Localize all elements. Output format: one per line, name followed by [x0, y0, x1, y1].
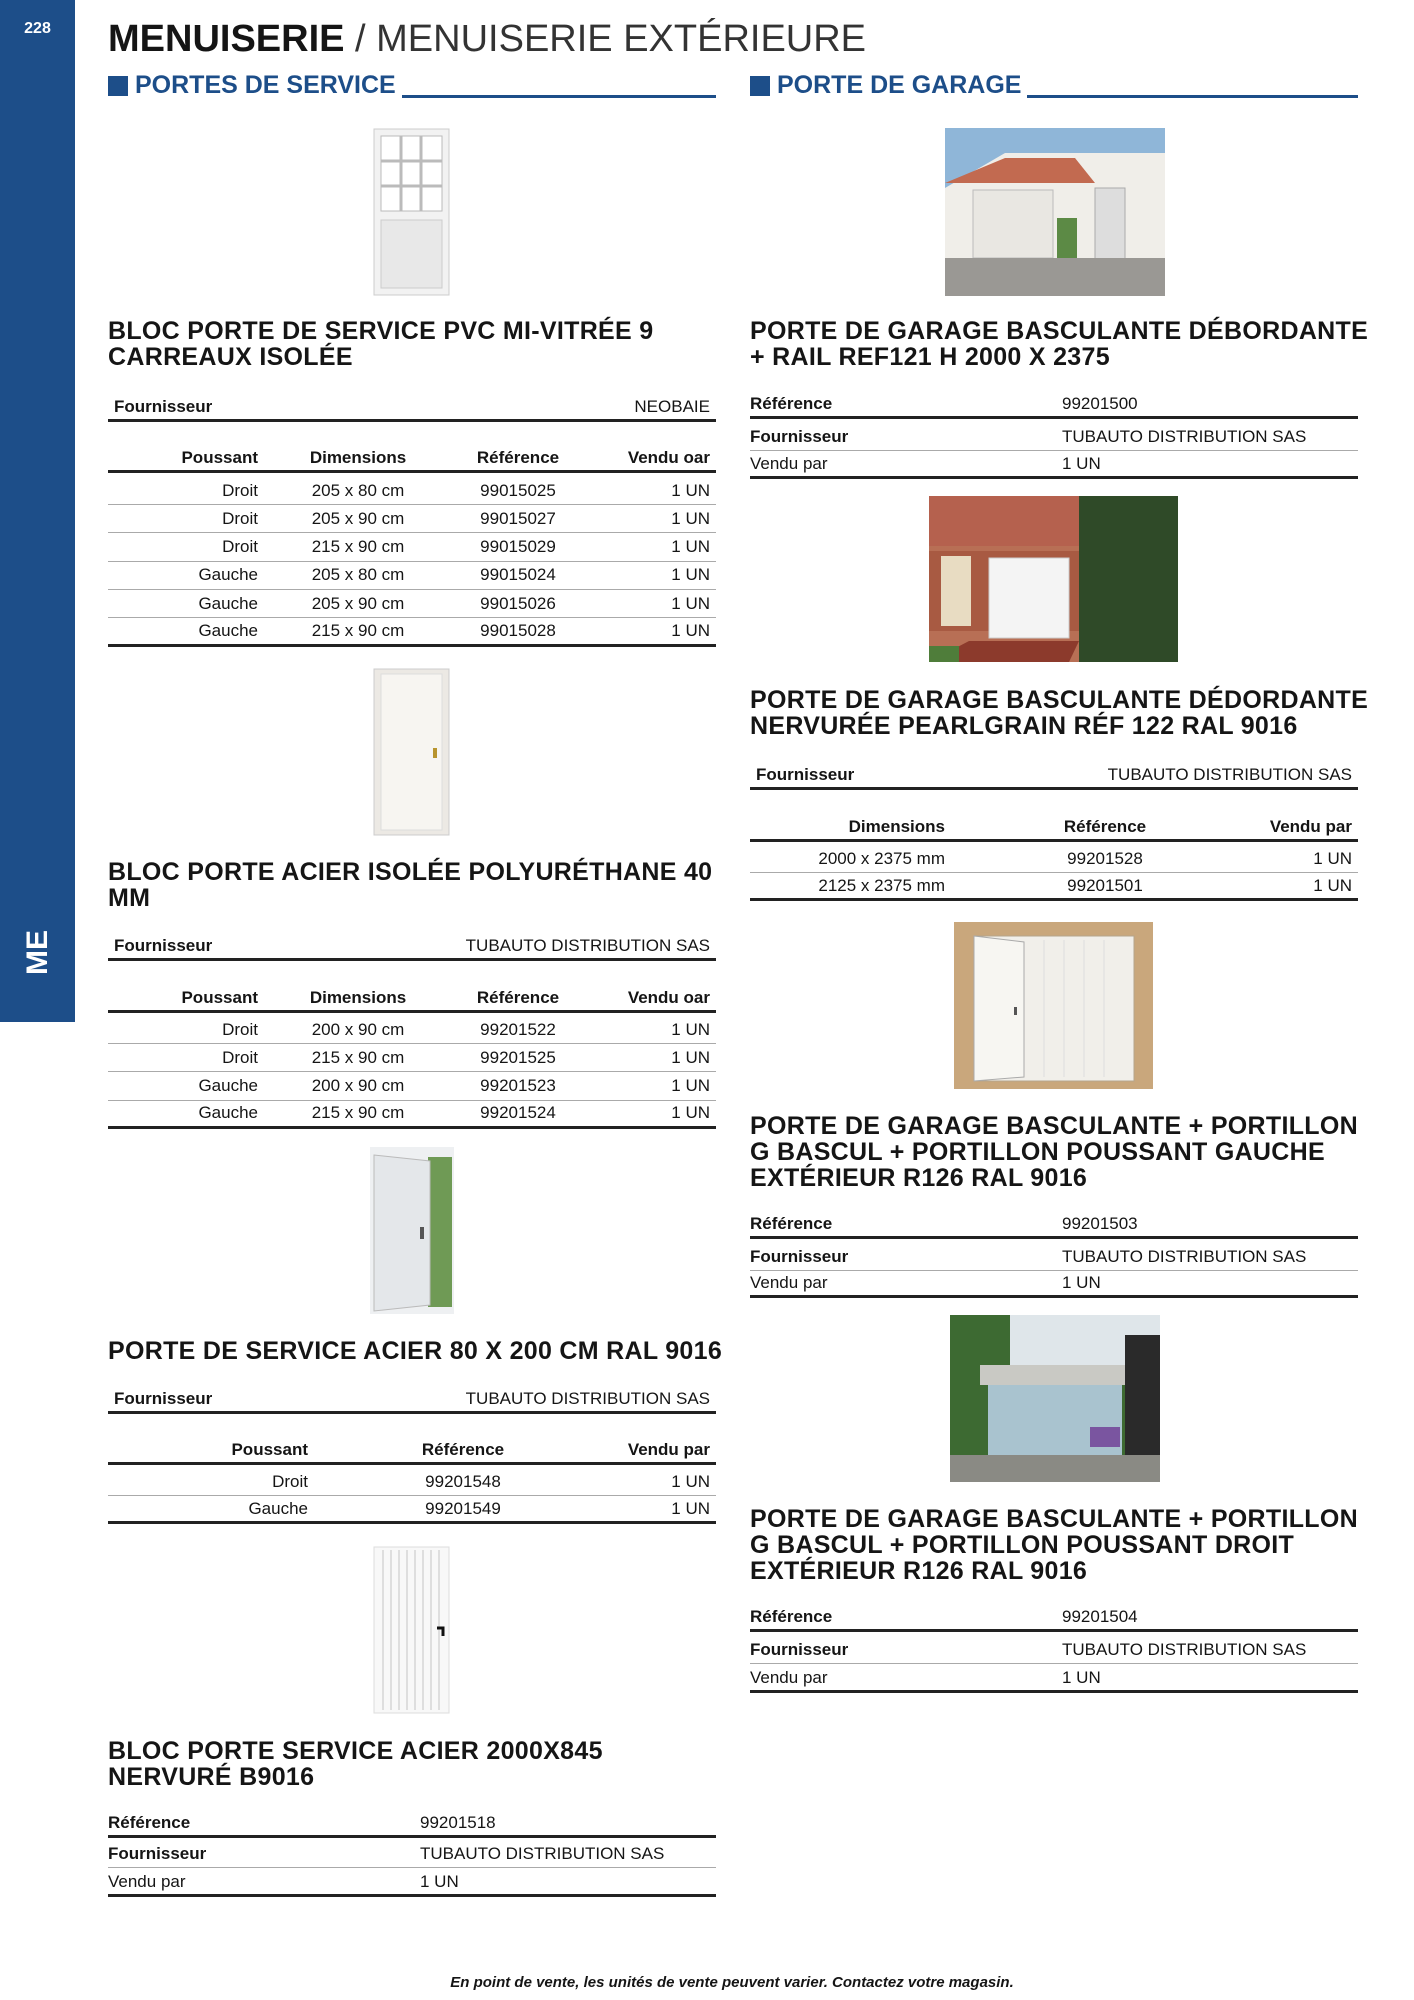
product-title: PORTE DE GARAGE BASCULANTE DÉDORDANTE NERVURÉE PEARLGRAIN RÉF 122 RAL 9016 — [750, 686, 1369, 740]
value: 1 UN — [1062, 453, 1101, 473]
table-cell: 215 x 90 cm — [311, 621, 405, 640]
sold-by-row — [750, 451, 1358, 479]
label: Vendu par — [750, 453, 828, 473]
chapter-tab: ME — [21, 930, 54, 975]
table-row — [108, 1468, 716, 1496]
table-row — [108, 505, 716, 533]
product-title: PORTE DE GARAGE BASCULANTE DÉBORDANTE + RAIL REF121 H 2000 X 2375 — [750, 317, 1369, 371]
value: 1 UN — [1062, 1667, 1101, 1687]
table-cell: Droit — [222, 537, 258, 557]
label: Référence — [750, 1606, 833, 1626]
col-vendu: Vendu oar — [627, 987, 710, 1007]
value: TUBAUTO DISTRIBUTION SAS — [1107, 764, 1352, 784]
table-cell: 99201523 — [480, 1076, 556, 1096]
value: TUBAUTO DISTRIBUTION SAS — [465, 1388, 710, 1408]
table-cell: 1 UN — [671, 565, 710, 585]
table-row — [108, 590, 716, 618]
table-cell: Droit — [222, 1047, 258, 1067]
table-cell: 99201524 — [480, 1103, 556, 1123]
table-row — [108, 1016, 716, 1044]
table-row — [108, 1044, 716, 1072]
label: Référence — [108, 1812, 191, 1832]
table-header — [750, 814, 1358, 842]
section-label: PORTE DE GARAGE — [777, 71, 1022, 99]
table-cell: Droit — [222, 1019, 258, 1039]
product-title: BLOC PORTE SERVICE ACIER 2000X845 NERVURÉ B9016 — [108, 1737, 603, 1791]
table-cell: 1 UN — [671, 1047, 710, 1067]
value: 99201504 — [1062, 1606, 1138, 1626]
col-poussant: Poussant — [181, 987, 258, 1007]
table-cell: Droit — [222, 480, 258, 500]
supplier-row — [750, 1243, 1358, 1271]
supplier-row — [108, 1840, 716, 1868]
supplier-row — [750, 762, 1358, 790]
page-number: 228 — [24, 20, 51, 37]
table-cell: Gauche — [198, 1076, 258, 1096]
table-row — [108, 1101, 716, 1129]
table-cell: 1 UN — [671, 621, 710, 640]
table-cell: 215 x 90 cm — [311, 537, 405, 557]
table-cell: 1 UN — [1313, 875, 1352, 895]
supplier-row — [750, 423, 1358, 451]
supplier-row — [750, 1636, 1358, 1664]
label: Référence — [750, 393, 833, 413]
table-cell: 1 UN — [671, 1471, 710, 1491]
col-vendu: Vendu par — [1269, 816, 1352, 836]
col-reference: Référence — [476, 447, 560, 467]
product-title: PORTE DE SERVICE ACIER 80 X 200 CM RAL 9016 — [108, 1337, 723, 1365]
col-poussant: Poussant — [181, 447, 258, 467]
table-cell: 99015028 — [480, 621, 556, 640]
chapter-sidebar — [0, 0, 75, 1022]
col-vendu: Vendu oar — [627, 447, 710, 467]
table-row — [108, 534, 716, 562]
product-title: BLOC PORTE ACIER ISOLÉE POLYURÉTHANE 40 MM — [108, 858, 713, 912]
table-cell: 200 x 90 cm — [311, 1019, 405, 1039]
product-image-garage-portillon-droit — [950, 1315, 1160, 1482]
label: Fournisseur — [114, 396, 213, 416]
table-cell: Gauche — [198, 565, 258, 585]
table-cell: 99015026 — [480, 593, 556, 613]
label: Vendu par — [750, 1272, 828, 1292]
table-cell: Droit — [222, 508, 258, 528]
product-image-steel-door — [373, 668, 450, 836]
table-cell: 200 x 90 cm — [311, 1076, 405, 1096]
col-reference: Référence — [421, 1439, 505, 1459]
table-cell: 1 UN — [671, 1103, 710, 1123]
table-cell: 99015024 — [480, 565, 556, 585]
label: Référence — [750, 1213, 833, 1233]
value: NEOBAIE — [634, 396, 710, 416]
table-cell: Gauche — [248, 1498, 308, 1518]
label: Fournisseur — [114, 935, 213, 955]
section-label: PORTES DE SERVICE — [135, 71, 396, 99]
value: 99201518 — [420, 1812, 496, 1832]
label: Fournisseur — [750, 426, 849, 446]
table-cell: Droit — [272, 1471, 308, 1491]
supplier-row — [108, 1386, 716, 1414]
value: 1 UN — [420, 1871, 459, 1891]
value: TUBAUTO DISTRIBUTION SAS — [1062, 426, 1307, 446]
table-cell: 1 UN — [671, 537, 710, 557]
product-image-garage-brick — [929, 496, 1178, 662]
value: TUBAUTO DISTRIBUTION SAS — [465, 935, 710, 955]
table-cell: Gauche — [198, 593, 258, 613]
table-cell: 215 x 90 cm — [311, 1103, 405, 1123]
table-cell: 1 UN — [671, 1076, 710, 1096]
sold-by-row — [750, 1665, 1358, 1693]
table-cell: 205 x 80 cm — [311, 480, 405, 500]
sold-by-row — [750, 1270, 1358, 1298]
table-cell: 99201522 — [480, 1019, 556, 1039]
value: TUBAUTO DISTRIBUTION SAS — [1062, 1246, 1307, 1266]
table-cell: 205 x 90 cm — [311, 508, 405, 528]
table-row — [108, 562, 716, 590]
product-title: PORTE DE GARAGE BASCULANTE + PORTILLON G BASCUL + PORTILLON POUSSANT DROIT EXTÉRIEUR R126 RAL 9016 — [750, 1505, 1358, 1585]
table-row — [750, 845, 1358, 873]
table-cell: 2000 x 2375 mm — [818, 848, 945, 868]
table-cell: 1 UN — [671, 1498, 710, 1518]
product-image-open-door — [370, 1147, 454, 1314]
table-cell: Gauche — [198, 621, 258, 640]
table-cell: 99201525 — [480, 1047, 556, 1067]
table-cell: 99015025 — [480, 480, 556, 500]
right-column — [750, 0, 1369, 2000]
table-cell: 1 UN — [671, 1019, 710, 1039]
title-rest: / MENUISERIE EXTÉRIEURE — [344, 18, 867, 60]
label: Vendu par — [108, 1871, 186, 1891]
supplier-row — [108, 394, 716, 422]
table-cell: 99201501 — [1067, 875, 1143, 895]
table-row — [750, 873, 1358, 901]
reference-row — [750, 391, 1358, 419]
table-header — [108, 1437, 716, 1465]
table-row — [108, 1496, 716, 1524]
table-cell: 215 x 90 cm — [311, 1047, 405, 1067]
col-dimensions: Dimensions — [848, 816, 945, 836]
table-cell: 205 x 80 cm — [311, 565, 405, 585]
table-cell: 205 x 90 cm — [311, 593, 405, 613]
product-title: BLOC PORTE DE SERVICE PVC MI-VITRÉE 9 CARREAUX ISOLÉE — [108, 317, 654, 371]
table-row — [108, 1073, 716, 1101]
product-image-ribbed-door — [373, 1546, 450, 1714]
footer-note: En point de vente, les unités de vente peuvent varier. Contactez votre magasin. — [450, 1974, 1014, 1991]
label: Fournisseur — [114, 1388, 213, 1408]
table-cell: 99201548 — [425, 1471, 501, 1491]
label: Fournisseur — [108, 1843, 207, 1863]
table-cell: 99015027 — [480, 508, 556, 528]
table-cell: 2125 x 2375 mm — [818, 875, 945, 895]
title-bold: MENUISERIE — [108, 18, 345, 60]
reference-row — [750, 1211, 1358, 1239]
label: Vendu par — [750, 1667, 828, 1687]
col-vendu: Vendu par — [627, 1439, 710, 1459]
col-poussant: Poussant — [231, 1439, 308, 1459]
value: TUBAUTO DISTRIBUTION SAS — [420, 1843, 665, 1863]
supplier-row — [108, 933, 716, 961]
reference-row — [750, 1604, 1358, 1632]
sold-by-row — [108, 1869, 716, 1897]
table-cell: 1 UN — [1313, 848, 1352, 868]
table-cell: 1 UN — [671, 480, 710, 500]
col-dimensions: Dimensions — [309, 987, 407, 1007]
table-cell: 1 UN — [671, 593, 710, 613]
product-image-garage-house — [945, 128, 1165, 296]
table-cell: 99201549 — [425, 1498, 501, 1518]
reference-row — [108, 1810, 716, 1838]
table-row — [108, 619, 716, 647]
value: 99201503 — [1062, 1213, 1138, 1233]
col-reference: Référence — [476, 987, 560, 1007]
table-row — [108, 477, 716, 505]
value: 99201500 — [1062, 393, 1138, 413]
table-cell: Gauche — [198, 1103, 258, 1123]
label: Fournisseur — [756, 764, 855, 784]
product-image-garage-portillon-gauche — [954, 922, 1153, 1089]
table-cell: 99015029 — [480, 537, 556, 557]
left-column — [108, 0, 723, 2000]
value: TUBAUTO DISTRIBUTION SAS — [1062, 1639, 1307, 1659]
product-image-pvc-door — [373, 128, 450, 296]
table-header — [108, 985, 716, 1013]
value: 1 UN — [1062, 1272, 1101, 1292]
label: Fournisseur — [750, 1246, 849, 1266]
label: Fournisseur — [750, 1639, 849, 1659]
table-cell: 1 UN — [671, 508, 710, 528]
table-cell: 99201528 — [1067, 848, 1143, 868]
col-reference: Référence — [1063, 816, 1147, 836]
table-header — [108, 445, 716, 473]
col-dimensions: Dimensions — [309, 447, 407, 467]
product-title: PORTE DE GARAGE BASCULANTE + PORTILLON G BASCUL + PORTILLON POUSSANT GAUCHE EXTÉRIEUR R126 RAL 9016 — [750, 1112, 1358, 1192]
